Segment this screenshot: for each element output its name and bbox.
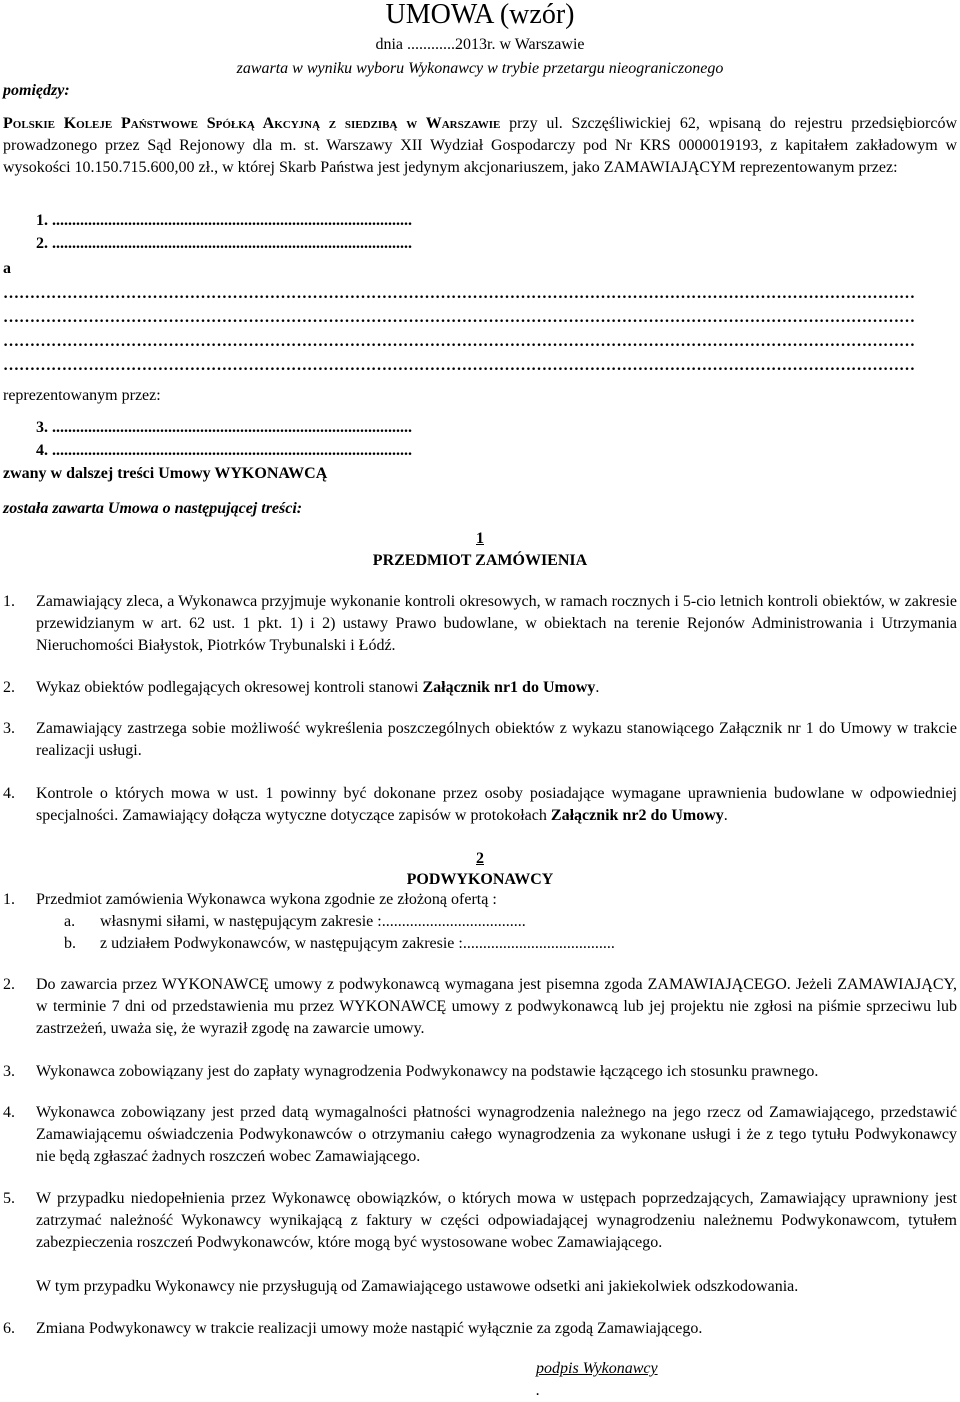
s2-p6-number: 6. bbox=[3, 1320, 15, 1337]
s2-p1-option-b: z udziałem Podwykonawców, w następującym zakresie :...................................... bbox=[100, 935, 615, 952]
s1-p4-number: 4. bbox=[3, 785, 15, 802]
orderer-representative-1: 1. .......................................................................................... bbox=[36, 212, 412, 229]
s1-paragraph-4 bbox=[36, 783, 957, 827]
orderer-representative-2: 2. .......................................................................................... bbox=[36, 235, 412, 252]
contractor-blank-line-1: ……………………………………………………………………………………………………………………………………………………… bbox=[3, 285, 915, 302]
orderer-description bbox=[3, 113, 957, 179]
s2-paragraph-5-continuation: W tym przypadku Wykonawcy nie przysługują od Zamawiającego ustawowe odsetki ani jakiekolwiek odszkodowania. bbox=[36, 1278, 799, 1295]
document-title: UMOWA (wzór) bbox=[385, 0, 575, 30]
contract-subtitle: zawarta w wyniku wyboru Wykonawcy w trybie przetargu nieograniczonego bbox=[236, 60, 724, 77]
s2-p2-number: 2. bbox=[3, 976, 15, 993]
s2-p1-letter-a: a. bbox=[64, 913, 76, 930]
contract-concluded-line: została zawarta Umowa o następującej treści: bbox=[3, 500, 303, 517]
company-details: przy ul. Szczęśliwickiej 62, wpisaną do rejestru przedsiębiorców prowadzonego przez Sąd Rejonowy dla m. st. Warszawy XII Wydział Gospodarczy pod Nr KRS 0000019193, z kapitałem zakładowym w wysokości 10.150.715.600,00 zł., w której Skarb Państwa jest jedynym akcjonariuszem, jako ZAMAWIAJĄCYM reprezentowanym przez: bbox=[3, 115, 957, 176]
represented-by-label: reprezentowanym przez: bbox=[3, 387, 161, 404]
s2-p4-number: 4. bbox=[3, 1104, 15, 1121]
contractor-representative-4: 4. .......................................................................................... bbox=[36, 442, 412, 459]
s2-p1-letter-b: b. bbox=[64, 935, 76, 952]
signature-line bbox=[536, 1358, 922, 1399]
s2-paragraph-5: W przypadku niedopełnienia przez Wykonawcę obowiązków, o których mowa w ustępach poprzedzających, Zamawiający uprawniony jest zatrzymać należność Wykonawcy wynikającą z faktury w części odpowiadającej wynagrodzeniu należnemu Podwykonawcom, tytułem zabezpieczenia roszczeń Podwykonawców, które mogą być wystosowane wobec Zamawiającego. bbox=[36, 1190, 957, 1251]
between-label: pomiędzy: bbox=[3, 82, 70, 99]
s1-p2-number: 2. bbox=[3, 679, 15, 696]
signature-end: . bbox=[536, 1382, 540, 1399]
s2-paragraph-4: Wykonawca zobowiązany jest przed datą wymagalności płatności wynagrodzenia należnego na jego rzecz od Zamawiającego, przedstawić Zamawiającemu oświadczenia Podwykonawców o otrzymaniu całego wynagrodzenia za wykonane usługi i że z tego tytułu Podwykonawcy nie będą zgłaszać żadnych roszczeń wobec Zamawiającego. bbox=[36, 1104, 957, 1165]
company-name: Polskie Koleje Państwowe Spółką Akcyjną z siedzibą w Warszawie bbox=[3, 115, 501, 132]
s1-p4-end: . bbox=[723, 807, 728, 824]
s2-paragraph-2: Do zawarcia przez WYKONAWCĘ umowy z podwykonawcą wymagana jest pisemna zgoda ZAMAWIAJĄCEGO. Jeżeli ZAMAWIAJĄCY, w terminie 7 dni od przedstawienia mu przez WYKONAWCĘ umowy z podwykonawcą lub jej projektu nie zgłosi na piśmie sprzeciwu lub zastrzeżeń, uważa się, że wyraził zgodę na zawarcie umowy. bbox=[36, 976, 957, 1037]
contractor-blank-line-3: ……………………………………………………………………………………………………………………………………………………… bbox=[3, 333, 915, 350]
s1-paragraph-3: Zamawiający zastrzega sobie możliwość wykreślenia poszczególnych obiektów z wykazu stanowiącego Załącznik nr 1 do Umowy w trakcie realizacji usługi. bbox=[36, 720, 957, 759]
and-label: a bbox=[3, 260, 11, 277]
section-2-heading: PODWYKONAWCY bbox=[406, 871, 554, 888]
section-1-heading: PRZEDMIOT ZAMÓWIENIA bbox=[372, 552, 588, 569]
contractor-designation: zwany w dalszej treści Umowy WYKONAWCĄ bbox=[3, 465, 328, 482]
s1-p3-number: 3. bbox=[3, 720, 15, 737]
s1-p2-end: . bbox=[595, 679, 600, 696]
contractor-representative-3: 3. .......................................................................................... bbox=[36, 419, 412, 436]
section-2-number: 2 bbox=[476, 850, 484, 867]
attachment-1-ref: Załącznik nr1 do Umowy bbox=[422, 679, 596, 696]
s1-p1-number: 1. bbox=[3, 593, 15, 610]
section-1-number: 1 bbox=[476, 530, 484, 547]
attachment-2-ref: Załącznik nr2 do Umowy bbox=[550, 807, 724, 824]
contractor-blank-line-2: ……………………………………………………………………………………………………………………………………………………… bbox=[3, 309, 915, 326]
s2-p3-number: 3. bbox=[3, 1063, 15, 1080]
s1-paragraph-1: Zamawiający zleca, a Wykonawca przyjmuje wykonanie kontroli okresowych, w ramach rocznych i 5-cio letnich kontroli obiektów, w zakresie przewidzianym w art. 62 ust. 1 pkt. 1) i 2) ustawy Prawo budowlane, w obiektach na terenie Rejonów Administrowania i Utrzymania Nieruchomości Białystok, Piotrków Trybunalski i Łódź. bbox=[36, 593, 957, 654]
s2-paragraph-1: Przedmiot zamówienia Wykonawca wykona zgodnie ze złożoną ofertą : bbox=[36, 891, 497, 908]
signature-label: podpis Wykonawcy bbox=[536, 1360, 658, 1377]
s2-paragraph-3: Wykonawca zobowiązany jest do zapłaty wynagrodzenia Podwykonawcy na podstawie łączącego ich stosunku prawnego. bbox=[36, 1063, 819, 1080]
s1-p2-text: Wykaz obiektów podlegających okresowej kontroli stanowi bbox=[36, 679, 423, 696]
s2-p1-number: 1. bbox=[3, 891, 15, 908]
date-place-line: dnia ............2013r. w Warszawie bbox=[375, 36, 585, 53]
s2-paragraph-6: Zmiana Podwykonawcy w trakcie realizacji umowy może nastąpić wyłącznie za zgodą Zamawiającego. bbox=[36, 1320, 703, 1337]
s1-paragraph-2 bbox=[36, 677, 957, 699]
contractor-blank-line-4: ……………………………………………………………………………………………………………………………………………………… bbox=[3, 357, 915, 374]
s1-p4-text: Kontrole o których mowa w ust. 1 powinny być dokonane przez osoby posiadające wymagane uprawnienia budowlane w odpowiedniej specjalności. Zamawiający dołącza wytyczne dotyczące zapisów w protokołach bbox=[36, 785, 957, 824]
s2-p1-option-a: własnymi siłami, w następującym zakresie :.................................... bbox=[100, 913, 526, 930]
s2-p5-number: 5. bbox=[3, 1190, 15, 1207]
